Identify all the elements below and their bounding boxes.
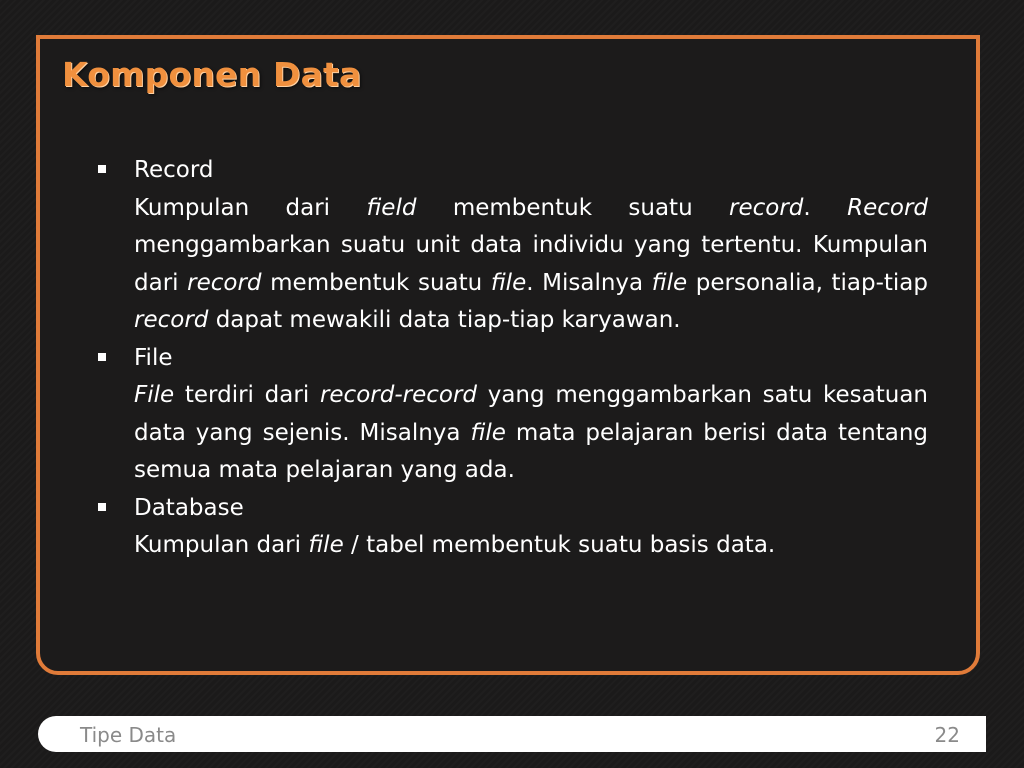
item-heading-text: File: [134, 344, 173, 371]
italic-term: file: [490, 269, 527, 296]
text-run: menggambarkan suatu unit data individu yang tertentu. Kumpulan dari: [134, 232, 928, 296]
text-run: personalia, tiap-tiap: [687, 269, 928, 296]
list-item-heading: [96, 340, 928, 378]
italic-term: file: [470, 419, 506, 446]
italic-term: field: [366, 194, 417, 221]
list-item-file: [96, 340, 928, 490]
bullet-list: [96, 152, 928, 565]
text-run: Kumpulan dari: [134, 194, 367, 221]
text-run: membentuk suatu: [261, 269, 491, 296]
list-item-database: [96, 490, 928, 565]
list-item-heading: [96, 490, 928, 528]
italic-term: File: [134, 382, 175, 408]
italic-term: file: [651, 269, 688, 296]
footer-bar: [38, 716, 986, 752]
italic-term: record: [134, 307, 209, 333]
italic-term: record-record: [319, 382, 477, 408]
text-run: Kumpulan dari: [134, 532, 309, 558]
text-run: .: [803, 194, 848, 221]
italic-term: Record: [847, 194, 929, 221]
square-bullet-icon: [98, 165, 106, 173]
item-description: [134, 377, 928, 490]
text-run: yang menggambarkan satu kesatuan data yang sejenis. Misalnya: [134, 382, 929, 446]
square-bullet-icon: [98, 503, 106, 511]
text-run: mata pelajaran berisi data tentang semua mata pelajaran yang ada.: [134, 419, 928, 483]
item-heading-text: Record: [134, 157, 214, 183]
text-run: membentuk suatu: [416, 194, 730, 221]
text-run: / tabel membentuk suatu basis data.: [343, 532, 776, 558]
italic-term: record: [729, 194, 804, 221]
page-number: 22: [934, 723, 960, 747]
text-run: terdiri dari: [174, 382, 320, 408]
list-item-heading: [96, 152, 928, 190]
italic-term: record: [187, 269, 262, 296]
text-run: dapat mewakili data tiap-tiap karyawan.: [208, 307, 681, 333]
italic-term: file: [308, 532, 344, 558]
item-heading-text: Database: [134, 494, 244, 521]
list-item-record: [96, 152, 928, 340]
item-description: [134, 527, 928, 565]
square-bullet-icon: [98, 353, 106, 361]
text-run: . Misalnya: [526, 269, 652, 296]
slide-title: Komponen Data: [62, 55, 362, 94]
item-description: [134, 190, 928, 340]
footer-title: Tipe Data: [80, 723, 177, 747]
